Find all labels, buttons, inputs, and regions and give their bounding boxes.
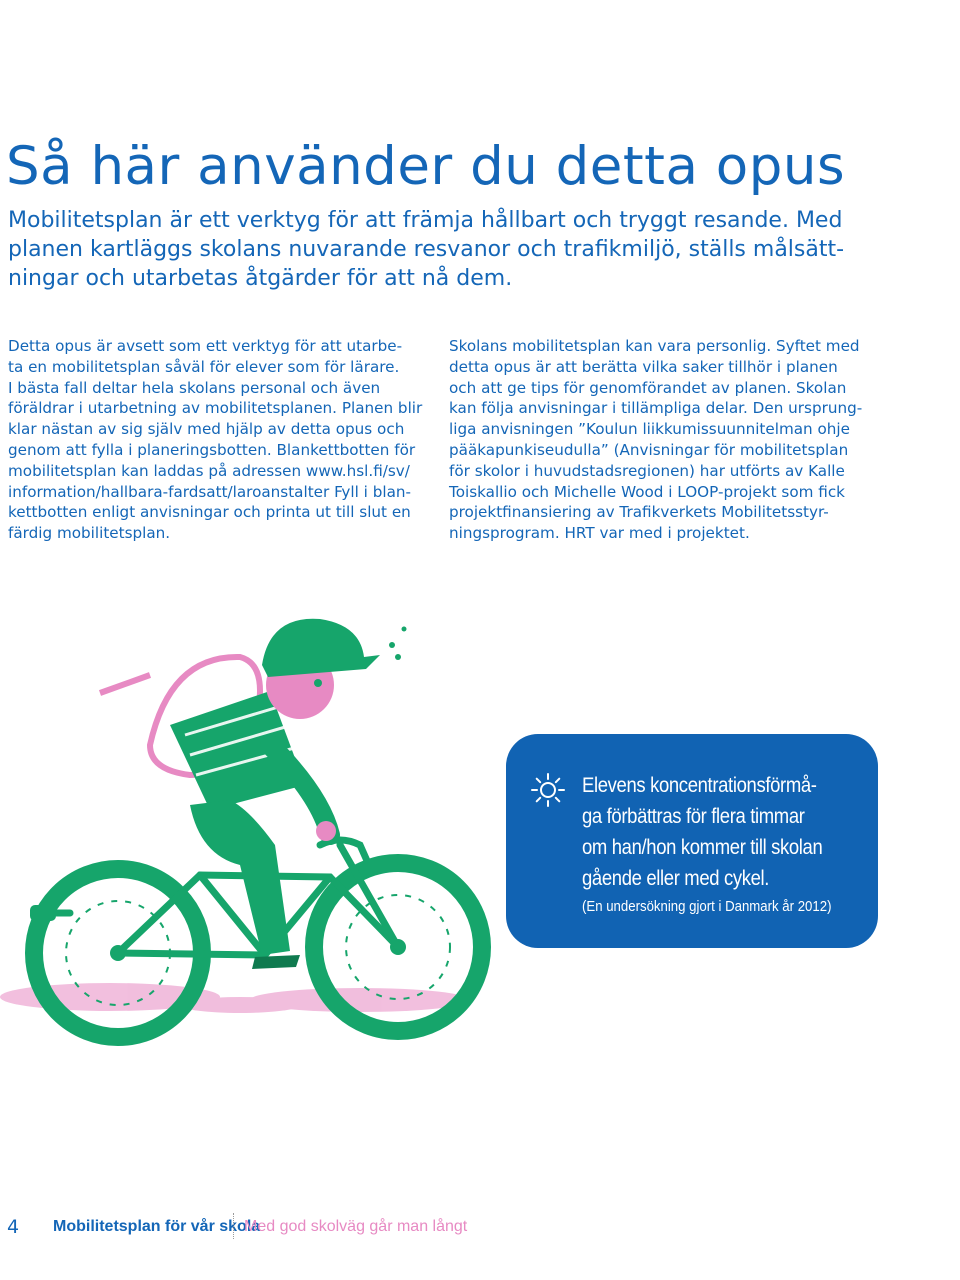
- left-line: klar nästan av sig själv med hjälp av detta opus och: [8, 420, 405, 439]
- right-line: kan följa anvisningar i tillämpliga delar. Den ursprung-: [449, 399, 863, 418]
- right-line: projektfinansiering av Trafikverkets Mobilitetsstyr-: [449, 503, 829, 522]
- left-line: färdig mobilitetsplan.: [8, 524, 171, 543]
- footer-divider: [233, 1213, 234, 1239]
- cyclist-illustration: [0, 595, 500, 1135]
- right-line: för skolor i huvudstadsregionen) har utförts av Kalle: [449, 461, 845, 480]
- left-line: genom att fylla i planeringsbotten. Blankettbotten för: [8, 440, 416, 459]
- intro-paragraph: [8, 206, 908, 293]
- page-title: Så här använder du detta opus: [6, 136, 846, 197]
- fact-line: om han/hon kommer till skolan: [582, 836, 823, 859]
- right-line: Toiskallio och Michelle Wood i LOOP-projekt som fick: [449, 482, 845, 501]
- left-column-text: [8, 336, 428, 544]
- bike-frame: [40, 840, 398, 955]
- right-line: Skolans mobilitetsplan kan vara personlig. Syftet med: [449, 337, 860, 355]
- bike-light: [30, 905, 56, 921]
- page-number: 4: [7, 1216, 20, 1238]
- footer-title: Mobilitetsplan för vår skola: [53, 1218, 261, 1235]
- fact-line: ga förbättras för flera timmar: [582, 805, 805, 828]
- footer-subtitle: Med god skolväg går man långt: [244, 1218, 468, 1235]
- left-line: Detta opus är avsett som ett verktyg för att utarbe-: [8, 337, 403, 355]
- fact-line: Elevens koncentrationsförmå-: [582, 774, 817, 797]
- left-line: föräldrar i utarbetning av mobilitetsplanen. Planen blir: [8, 399, 423, 418]
- fact-source: (En undersökning gjort i Danmark år 2012): [582, 898, 832, 915]
- intro-line: Mobilitetsplan är ett verktyg för att främja hållbart och tryggt resande. Med: [8, 208, 843, 233]
- right-line: och att ge tips för genomförandet av planen. Skolan: [449, 378, 847, 397]
- fact-text: [582, 770, 822, 894]
- intro-line: planen kartläggs skolans nuvarande resvanor och trafikmiljö, ställs målsätt-: [8, 237, 845, 262]
- left-line: I bästa fall deltar hela skolans personal och även: [8, 378, 381, 397]
- left-line: ta en mobilitetsplan såväl för elever som för lärare.: [8, 357, 400, 376]
- intro-line: ningar och utarbetas åtgärder för att nå dem.: [8, 266, 513, 291]
- left-line: kettbotten enligt anvisningar och printa ut till slut en: [8, 503, 411, 522]
- right-column-text: [449, 336, 879, 544]
- ground-shadow: [0, 983, 470, 1013]
- right-line: ningsprogram. HRT var med i projektet.: [449, 524, 750, 543]
- sun-icon: [530, 772, 566, 808]
- helmet: [262, 619, 380, 677]
- left-line: information/hallbara-fardsatt/laroanstalter Fyll i blan-: [8, 482, 411, 501]
- fact-line: gående eller med cykel.: [582, 867, 770, 890]
- fact-box: [506, 734, 878, 948]
- right-line: pääkapunkiseudulla” (Anvisningar för mobilitetsplan: [449, 440, 849, 459]
- right-line: liga anvisningen ”Koulun liikkumissuunnitelman ohje: [449, 420, 850, 439]
- left-line: mobilitetsplan kan laddas på adressen www.hsl.fi/sv/: [8, 461, 410, 480]
- right-line: detta opus är att berätta vilka saker tillhör i planen: [449, 357, 838, 376]
